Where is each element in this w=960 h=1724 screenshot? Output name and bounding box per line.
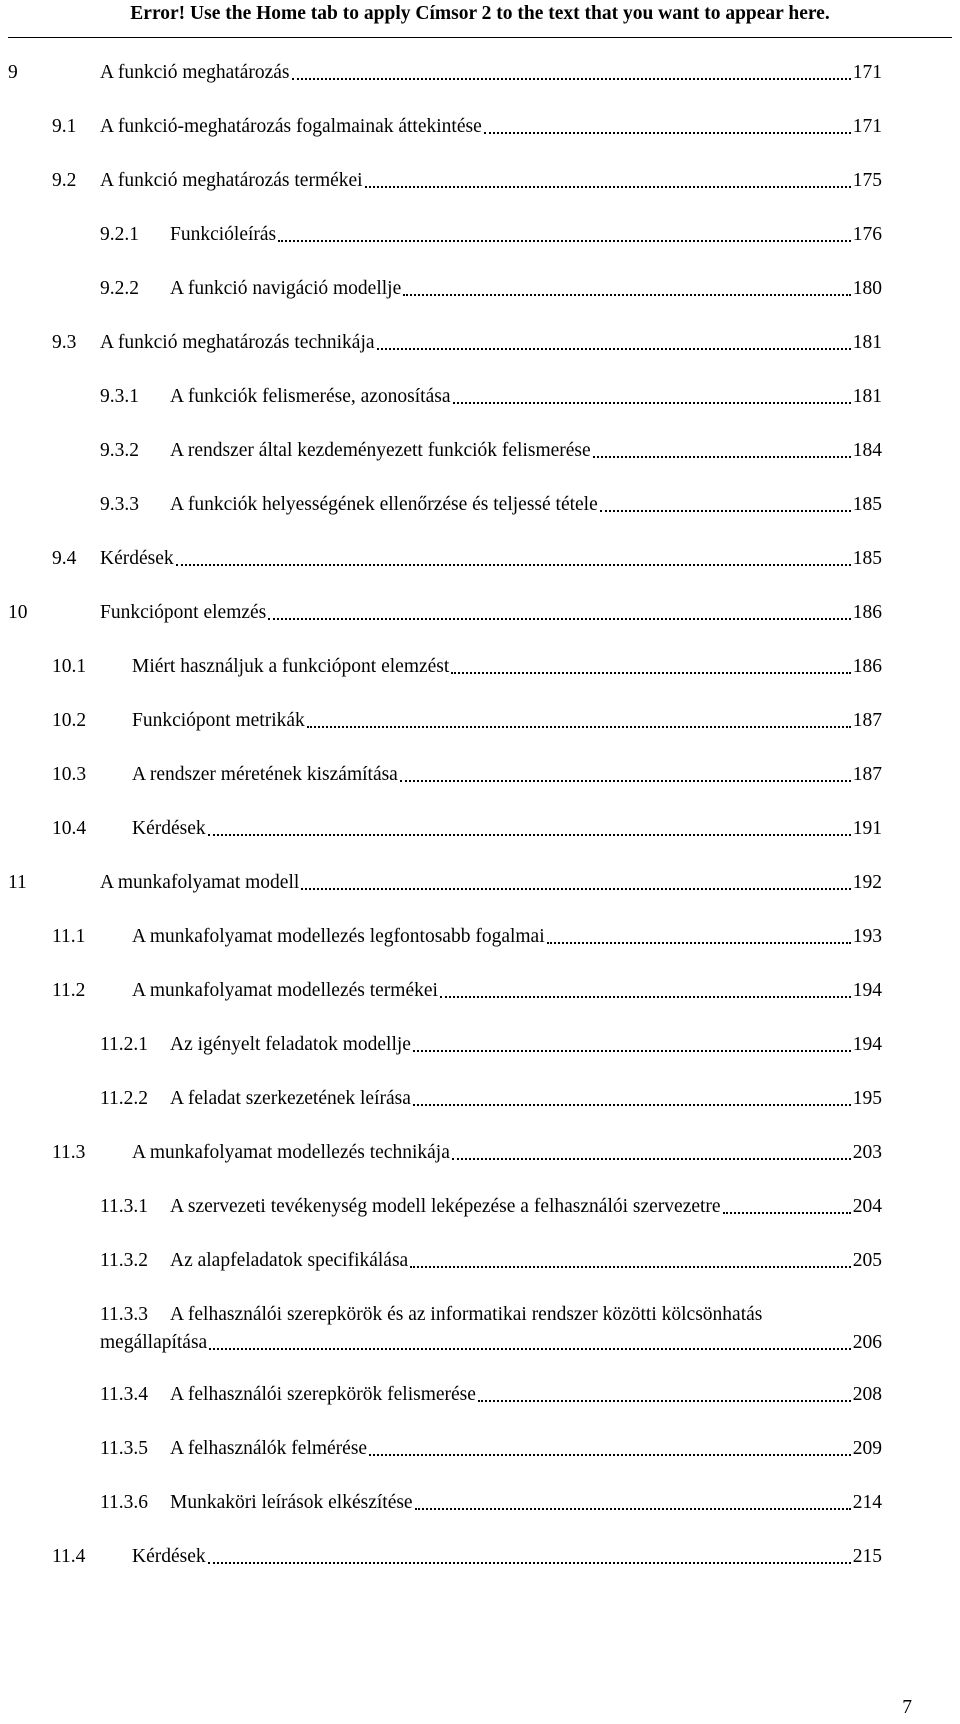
toc-entry-number: 10.2: [52, 710, 87, 731]
toc-entry-number: 10.3: [52, 764, 87, 785]
toc-entry-title: A rendszer méretének kiszámítása: [132, 764, 398, 785]
toc-entry-title: Miért használjuk a funkciópont elemzést: [132, 656, 450, 677]
toc-entry-number: 9.2: [52, 170, 77, 191]
toc-entry-number: 9.3.1: [100, 386, 139, 407]
toc-dot-leader: [365, 186, 851, 188]
toc-entry[interactable]: [0, 547, 882, 575]
toc-entry[interactable]: [0, 115, 882, 143]
toc-entry-page: 194: [852, 1034, 882, 1055]
toc-entry-title: Munkaköri leírások elkészítése: [170, 1492, 413, 1513]
toc-entry-number: 11.3.4: [100, 1384, 149, 1405]
toc-entry-title: A munkafolyamat modellezés termékei: [132, 980, 438, 1001]
toc-entry-number: 9: [8, 62, 18, 83]
toc-dot-leader: [593, 456, 851, 458]
toc-entry[interactable]: [0, 385, 882, 413]
toc-entry-number: 9.4: [52, 548, 77, 569]
toc-dot-leader: [451, 672, 851, 674]
toc-dot-leader: [377, 348, 851, 350]
toc-entry-number: 11.4: [52, 1546, 86, 1567]
toc-entry-title: A munkafolyamat modellezés technikája: [132, 1142, 450, 1163]
toc-entry-title: Funkcióleírás: [170, 224, 277, 245]
toc-entry-number: 10.4: [52, 818, 87, 839]
toc-entry-number: 11.1: [52, 926, 86, 947]
toc-dot-leader: [413, 1050, 851, 1052]
toc-entry[interactable]: [0, 223, 882, 251]
toc-entry-number: 11.3.3: [100, 1304, 149, 1325]
toc-dot-leader: [723, 1212, 851, 1214]
toc-entry[interactable]: [0, 1491, 882, 1519]
toc-entry[interactable]: [0, 1141, 882, 1169]
toc-entry-number: 10.1: [52, 656, 87, 677]
toc-entry[interactable]: [0, 1087, 882, 1115]
toc-entry-number: 11.3: [52, 1142, 86, 1163]
toc-entry-number: 11.3.6: [100, 1492, 149, 1513]
toc-entry[interactable]: [0, 61, 882, 89]
toc-entry[interactable]: [0, 1303, 882, 1359]
toc-entry-title: A felhasználók felmérése: [170, 1438, 368, 1459]
toc-entry-number: 9.2.1: [100, 224, 139, 245]
toc-entry-title: A funkció meghatározás termékei: [100, 170, 363, 191]
toc-entry[interactable]: [0, 871, 882, 899]
toc-dot-leader: [400, 780, 851, 782]
toc-entry[interactable]: [0, 1437, 882, 1465]
toc-dot-leader: [403, 294, 851, 296]
toc-entry-title: A funkciók felismerése, azonosítása: [170, 386, 451, 407]
toc-entry-title: Funkciópont metrikák: [132, 710, 305, 731]
toc-entry[interactable]: [0, 979, 882, 1007]
toc-dot-leader: [208, 834, 851, 836]
toc-entry-number: 9.3.3: [100, 494, 139, 515]
toc-dot-leader: [278, 240, 851, 242]
toc-entry-title: Kérdések: [132, 818, 206, 839]
toc-entry[interactable]: [0, 493, 882, 521]
toc-dot-leader: [600, 510, 851, 512]
toc-entry-title: A funkció meghatározás technikája: [100, 332, 375, 353]
toc-entry-page: 181: [852, 386, 882, 407]
toc-entry[interactable]: [0, 1249, 882, 1277]
toc-dot-leader: [415, 1508, 851, 1510]
toc-entry[interactable]: [0, 277, 882, 305]
toc-dot-leader: [209, 1348, 851, 1350]
toc-entry[interactable]: [0, 925, 882, 953]
toc-entry-number: 11.2.2: [100, 1088, 149, 1109]
toc-entry[interactable]: [0, 601, 882, 629]
toc-entry[interactable]: [0, 439, 882, 467]
toc-dot-leader: [410, 1266, 851, 1268]
toc-entry[interactable]: [0, 1383, 882, 1411]
toc-entry-title: A munkafolyamat modellezés legfontosabb fogalmai: [132, 926, 545, 947]
toc-entry-page: 208: [852, 1384, 882, 1405]
toc-dot-leader: [452, 1158, 851, 1160]
toc-entry[interactable]: [0, 1545, 882, 1573]
toc-entry-title: A funkció meghatározás: [100, 62, 290, 83]
toc-dot-leader: [301, 888, 851, 890]
toc-entry-page: 184: [852, 440, 882, 461]
toc-entry-title: Funkciópont elemzés: [100, 602, 267, 623]
toc-entry-page: 187: [852, 710, 882, 731]
toc-entry-title: A feladat szerkezetének leírása: [170, 1088, 411, 1109]
toc-entry-page: 176: [852, 224, 882, 245]
toc-dot-leader: [208, 1562, 851, 1564]
toc-entry-page: 186: [852, 656, 882, 677]
toc-entry-page: 195: [852, 1088, 882, 1109]
toc-entry-page: 187: [852, 764, 882, 785]
toc-entry-page: 215: [852, 1546, 882, 1567]
toc-entry-page: 204: [852, 1196, 882, 1217]
toc-entry-title-continuation: megállapítása: [100, 1332, 208, 1353]
toc-entry-page: 203: [852, 1142, 882, 1163]
toc-entry-title: A munkafolyamat modell: [100, 872, 300, 893]
toc-entry-page: 171: [852, 116, 882, 137]
toc-entry-title: Kérdések: [132, 1546, 206, 1567]
toc-dot-leader: [268, 618, 851, 620]
toc-entry-page: 185: [852, 494, 882, 515]
toc-entry-title: A rendszer által kezdeményezett funkciók felismerése: [170, 440, 591, 461]
toc-entry[interactable]: [0, 331, 882, 359]
toc-entry-page: 171: [852, 62, 882, 83]
toc-entry[interactable]: [0, 1195, 882, 1223]
toc-entry-page: 175: [852, 170, 882, 191]
toc-entry-title: A felhasználói szerepkörök és az informatikai rendszer közötti kölcsönhatás: [170, 1304, 763, 1325]
toc-entry-number: 11.3.2: [100, 1250, 149, 1271]
toc-entry-number: 11.2: [52, 980, 86, 1001]
toc-entry-title: Az alapfeladatok specifikálása: [170, 1250, 409, 1271]
toc-dot-leader: [453, 402, 851, 404]
toc-dot-leader: [478, 1400, 851, 1402]
toc-entry-number: 11.2.1: [100, 1034, 149, 1055]
toc-entry-page: 209: [852, 1438, 882, 1459]
toc-entry-page: 193: [852, 926, 882, 947]
toc-entry-number: 9.3: [52, 332, 77, 353]
toc-dot-leader: [547, 942, 851, 944]
toc-entry-title: A funkció-meghatározás fogalmainak áttekintése: [100, 116, 482, 137]
toc-dot-leader: [307, 726, 851, 728]
page-header: Error! Use the Home tab to apply Címsor 2 to the text that you want to appear here.: [130, 3, 830, 24]
toc-dot-leader: [369, 1454, 851, 1456]
toc-entry[interactable]: [0, 169, 882, 197]
toc-entry-page: 205: [852, 1250, 882, 1271]
toc-entry-number: 11: [8, 872, 27, 893]
toc-entry-number: 9.1: [52, 116, 77, 137]
toc-entry-page: 214: [852, 1492, 882, 1513]
toc-entry[interactable]: [0, 1033, 882, 1061]
toc-entry-page: 180: [852, 278, 882, 299]
toc-entry-title: A funkciók helyességének ellenőrzése és teljessé tétele: [170, 494, 598, 515]
toc-entry-number: 11.3.5: [100, 1438, 149, 1459]
toc-entry-page: 194: [852, 980, 882, 1001]
toc-entry-number: 9.3.2: [100, 440, 139, 461]
toc-entry-title: Kérdések: [100, 548, 174, 569]
toc-entry-page: 185: [852, 548, 882, 569]
toc-entry-number: 10: [8, 602, 28, 623]
toc-dot-leader: [413, 1104, 851, 1106]
toc-entry[interactable]: [0, 655, 882, 683]
toc-entry-title: A szervezeti tevékenység modell leképezése a felhasználói szervezetre: [170, 1196, 721, 1217]
toc-dot-leader: [484, 132, 851, 134]
toc-dot-leader: [176, 564, 851, 566]
toc-entry[interactable]: [0, 709, 882, 737]
toc-entry-title: A funkció navigáció modellje: [170, 278, 402, 299]
toc-dot-leader: [292, 78, 851, 80]
page-number: 7: [902, 1697, 912, 1718]
toc-entry-page: 191: [852, 818, 882, 839]
toc-entry-page: 206: [852, 1332, 882, 1353]
toc-entry[interactable]: [0, 817, 882, 845]
toc-entry-number: 9.2.2: [100, 278, 139, 299]
toc-entry-title: A felhasználói szerepkörök felismerése: [170, 1384, 476, 1405]
toc-entry-page: 192: [852, 872, 882, 893]
toc-dot-leader: [440, 996, 851, 998]
toc-entry[interactable]: [0, 763, 882, 791]
toc-entry-page: 186: [852, 602, 882, 623]
toc-entry-title: Az igényelt feladatok modellje: [170, 1034, 411, 1055]
toc-entry-number: 11.3.1: [100, 1196, 149, 1217]
toc-entry-page: 181: [852, 332, 882, 353]
